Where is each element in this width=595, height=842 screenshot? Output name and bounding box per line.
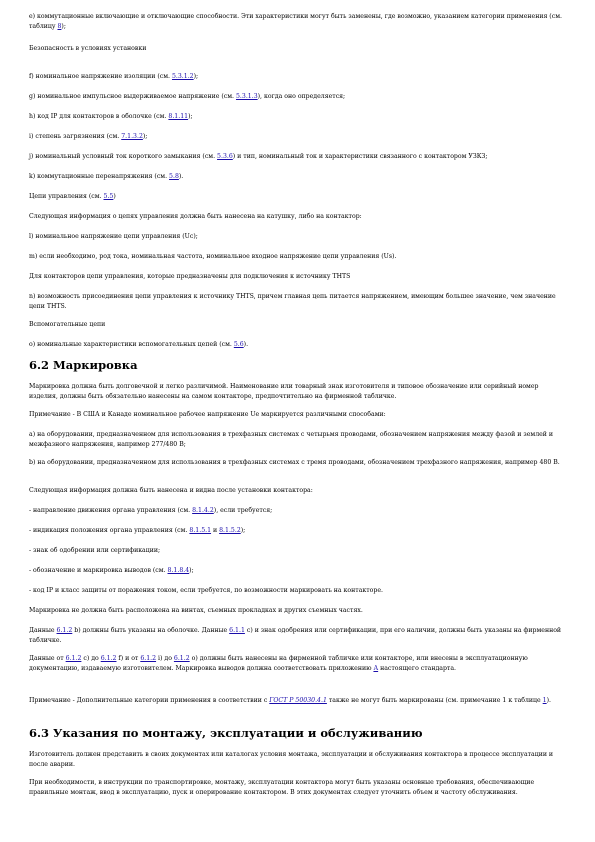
reference-link[interactable]: 6.1.1	[229, 627, 245, 634]
paragraph	[29, 44, 565, 54]
reference-link[interactable]: 6.1.2	[100, 655, 117, 662]
text-run: - знак об одобрении или сертификации;	[29, 547, 161, 554]
reference-link[interactable]: 5.3.1.2	[171, 73, 194, 80]
text-run: - обозначение и маркировка выводов (см.	[29, 567, 168, 574]
text-run: Следующая информация должна быть нанесена и видна после установки контактора:	[29, 487, 313, 494]
section-heading	[29, 358, 565, 372]
text-run: Маркировка должна быть долговечной и легко различимой. Наименование или товарный знак изготовителя и типовое обозначение или серийный номер изделия, должны быть обязательно нанесены на самом контакторе, предпочтительно на фирменной табличке.	[29, 383, 539, 400]
reference-link[interactable]: 5.6	[233, 341, 244, 348]
section-heading	[29, 726, 565, 740]
reference-link[interactable]: 5.3.1.3	[235, 93, 258, 100]
text-run: )	[113, 193, 116, 200]
reference-link[interactable]: 8.1.4.2	[192, 507, 214, 514]
text-run: k) коммутационные перенапряжения (см.	[29, 173, 170, 180]
text-run: Данные от	[29, 655, 66, 662]
text-run: );	[189, 567, 194, 574]
text-run: ).	[243, 341, 249, 348]
text-run: о) номинальные характеристики вспомогательных цепей (см.	[29, 341, 234, 348]
paragraph	[29, 506, 565, 516]
reference-link[interactable]: 7.1.3.2	[121, 133, 143, 140]
reference-link[interactable]: ГОСТ Р 50030.4.1	[269, 697, 327, 704]
reference-link[interactable]: 8.1.5.2	[219, 527, 241, 534]
text-run: );	[188, 113, 193, 120]
text-run: f) номинальное напряжение изоляции (см.	[29, 73, 172, 80]
paragraph	[29, 72, 565, 82]
paragraph	[29, 12, 565, 31]
text-run: и	[211, 527, 220, 534]
reference-link[interactable]: 6.1.2	[56, 627, 73, 634]
paragraph	[29, 340, 565, 350]
paragraph	[29, 606, 565, 616]
text-run: );	[142, 133, 148, 140]
reference-link[interactable]: А	[373, 664, 379, 672]
text-run: Данные	[29, 627, 57, 634]
text-run: также не могут быть маркированы (см. примечание 1 к таблице	[326, 697, 543, 704]
text-run: Примечание - В США и Канаде номинальное рабочее напряжение Ue маркируется различными способами:	[29, 411, 386, 418]
reference-link[interactable]: 1	[542, 697, 547, 704]
text-run: n) возможность присоединения цепи управления к источнику ТНТS, причем главная цепь питается напряжением, имеющим большее значение, чем значение цепи ТНТS.	[29, 293, 556, 310]
text-run: i) степень загрязнения (см.	[29, 133, 122, 140]
text-run: );	[240, 527, 246, 534]
paragraph	[29, 382, 565, 401]
paragraph	[29, 232, 565, 242]
paragraph	[29, 252, 565, 262]
text-run: j) номинальный условный ток короткого замыкания (см.	[29, 153, 218, 160]
paragraph	[29, 430, 565, 449]
text-run: ).	[178, 173, 184, 180]
text-run: c) до	[81, 655, 101, 662]
reference-link[interactable]: 5.3.6	[217, 153, 233, 160]
paragraph	[29, 750, 565, 769]
text-run: b) должны быть указаны на оболочке. Данные	[72, 627, 230, 634]
text-run: - направление движения органа управления (см.	[29, 507, 193, 514]
text-run: е) коммутационные включающие и отключающие способности. Эти характеристики могут быть заменены, где возможно, указанием категории применения (см. таблицу	[29, 13, 562, 30]
text-run: o) должны быть нанесены на фирменной табличке или контакторе, или внесены в эксплуатационную документацию, издаваемую изготовителем. Маркировка выводов должна соответствовать приложению	[29, 655, 528, 672]
text-run: g) номинальное импульсное выдерживаемое напряжение (см.	[29, 93, 236, 100]
paragraph	[29, 458, 565, 468]
reference-link[interactable]: 8	[57, 22, 62, 30]
text-run: );	[61, 22, 66, 30]
paragraph	[29, 320, 565, 330]
paragraph	[29, 92, 565, 102]
paragraph	[29, 566, 565, 576]
paragraph	[29, 152, 565, 162]
text-run: настоящего стандарта.	[378, 664, 457, 672]
paragraph	[29, 526, 565, 536]
text-run: ).	[546, 697, 551, 704]
paragraph	[29, 292, 565, 311]
text-run: Вспомогательные цепи	[29, 321, 106, 328]
text-run: ), если требуется;	[213, 507, 273, 514]
text-run: b) на оборудовании, предназначенном для использования в трехфазных системах с тремя проводами, обозначением трехфазного напряжения, например 480 В.	[29, 459, 560, 466]
text-run: - код IP и класс защиты от поражения током, если требуется, по возможности маркировать на контакторе.	[29, 587, 383, 594]
paragraph	[29, 192, 565, 202]
paragraph	[29, 546, 565, 556]
paragraph	[29, 272, 565, 282]
text-run: );	[193, 73, 199, 80]
text-run: Следующая информация о цепях управления должна быть нанесена на катушку, либо на контактор:	[29, 213, 362, 220]
text-run: f) и от	[116, 655, 141, 662]
text-run: При необходимости, в инструкции по транспортировке, монтажу, эксплуатации контактора могут быть указаны основные требования, обеспечивающие правильные монтаж, ввод в эксплуатацию, пуск и оперирование контактором. В этих документах следует уточнить объем и частоту обслуживания.	[29, 779, 535, 796]
text-run: 6.3 Указания по монтажу, эксплуатации и обслуживанию	[29, 726, 423, 740]
text-run: l) номинальное напряжение цепи управления (Uc);	[29, 233, 198, 240]
paragraph	[29, 410, 565, 420]
text-run: Цепи управления (см.	[29, 193, 104, 200]
paragraph	[29, 586, 565, 596]
text-run: a) на оборудовании, предназначенном для использования в трехфазных системах с четырьмя проводами, обозначением напряжения между фазой и землей и межфазного напряжения, например 277/480 В;	[29, 431, 554, 448]
reference-link[interactable]: 5.8	[169, 173, 179, 180]
reference-link[interactable]: 8.1.5.1	[189, 527, 212, 534]
reference-link[interactable]: 6.1.2	[140, 655, 157, 662]
paragraph	[29, 696, 565, 706]
text-run: m) если необходимо, род тока, номинальная частота, номинальное входное напряжение цепи управления (Us).	[29, 253, 397, 260]
paragraph	[29, 778, 565, 797]
text-run: Безопасность в условиях установки	[29, 45, 147, 52]
text-run: ), когда оно определяется;	[257, 93, 346, 100]
paragraph	[29, 172, 565, 182]
text-run: - индикация положения органа управления (см.	[29, 527, 190, 534]
reference-link[interactable]: 6.1.2	[65, 655, 82, 662]
reference-link[interactable]: 8.1.11	[168, 113, 189, 120]
text-run: ) и тип, номинальный ток и характеристики связанного с контактором УЗКЗ;	[232, 153, 488, 160]
text-run: Для контакторов цепи управления, которые предназначены для подключения к источнику ТНТS	[29, 273, 351, 280]
text-run: Изготовитель должен представить в своих документах или каталогах условия монтажа, эксплуатации и обслуживания контактора в процессе эксплуатации и после аварии.	[29, 751, 554, 768]
text-run: Примечание - Дополнительные категории применения в соответствии с	[29, 697, 270, 704]
paragraph	[29, 626, 565, 645]
paragraph	[29, 212, 565, 222]
text-run: h) код IP для контакторов в оболочке (см.	[29, 113, 169, 120]
reference-link[interactable]: 6.1.2	[173, 655, 190, 662]
text-run: c) и знак одобрения или сертификации, при его наличии, должны быть указаны на фирменной табличке.	[29, 627, 562, 644]
reference-link[interactable]: 5.5	[103, 193, 114, 200]
paragraph	[29, 132, 565, 142]
text-run: Маркировка не должна быть расположена на винтах, съемных прокладках и других съемных частях.	[29, 607, 363, 614]
paragraph	[29, 654, 565, 673]
text-run: i) до	[156, 655, 174, 662]
text-run: 6.2 Маркировка	[29, 358, 138, 372]
paragraph	[29, 112, 565, 122]
paragraph	[29, 486, 565, 496]
reference-link[interactable]: 8.1.8.4	[167, 567, 190, 574]
